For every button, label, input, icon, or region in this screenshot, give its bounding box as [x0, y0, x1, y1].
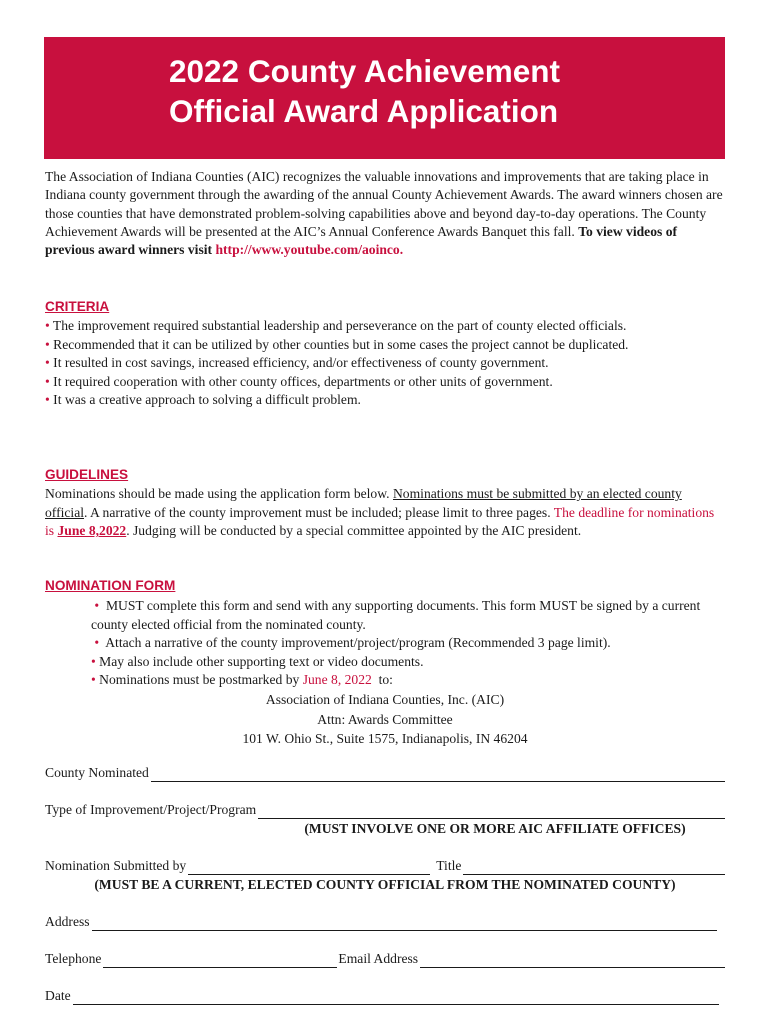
bullet-icon: •	[91, 635, 100, 651]
title-line-2: Official Award Application	[169, 93, 559, 129]
elected-official-note: (MUST BE A CURRENT, ELECTED COUNTY OFFICIAL FROM THE NOMINATED COUNTY)	[94, 877, 676, 892]
postmark-date: June 8, 2022	[302, 672, 372, 688]
list-item: • Attach a narrative of the county improvement/project/program (Recommended 3 page limit).	[91, 635, 611, 651]
date-label: Date	[45, 988, 71, 1003]
address-row	[45, 913, 717, 931]
deadline-text: The deadline for nominations is	[45, 504, 715, 539]
bullet-icon: •	[91, 672, 96, 688]
bullet-icon: •	[45, 373, 50, 389]
mailing-address	[45, 690, 725, 749]
address-line: Association of Indiana Counties, Inc. (AIC)	[265, 692, 505, 707]
guidelines-paragraph: Nominations should be made using the application form below. Nominations must be submitted by an elected county official. A narrative of the county improvement must be included; please limit to three pages. The deadline for nominations is June 8,2022. Judging will be conducted by a special committee appointed by the AIC president.	[45, 486, 715, 539]
bullet-icon: •	[91, 653, 96, 669]
county-nominated-field[interactable]	[151, 768, 725, 782]
contact-row	[45, 950, 725, 968]
type-of-improvement-row	[45, 801, 725, 819]
title-label: Title	[436, 858, 462, 873]
nomination-form-heading: NOMINATION FORM	[45, 578, 176, 593]
title-line-1: 2022 County Achievement	[169, 53, 560, 89]
guidelines-heading: GUIDELINES	[45, 467, 129, 482]
email-address-field[interactable]	[420, 954, 725, 968]
bullet-icon: •	[45, 355, 50, 371]
type-of-improvement-label: Type of Improvement/Project/Program	[45, 802, 257, 817]
email-address-label: Email Address	[338, 951, 419, 966]
page-title	[169, 51, 560, 131]
deadline-date: June 8,2022	[57, 523, 127, 539]
telephone-label: Telephone	[45, 951, 102, 966]
telephone-field[interactable]	[103, 954, 337, 968]
list-item: • It required cooperation with other county offices, departments or other units of government.	[45, 373, 553, 389]
list-item: • MUST complete this form and send with any supporting documents. This form MUST be signed by a current county elected official from the nominated county.	[91, 598, 701, 632]
youtube-link[interactable]: http://www.youtube.com/aoinco.	[215, 242, 404, 258]
submitted-by-field[interactable]	[188, 861, 430, 875]
affiliate-offices-note: (MUST INVOLVE ONE OR MORE AIC AFFILIATE OFFICES)	[304, 821, 686, 836]
list-item: • May also include other supporting text or video documents.	[91, 653, 424, 669]
criteria-heading: CRITERIA	[45, 299, 110, 314]
title-field[interactable]	[463, 861, 725, 875]
intro-paragraph	[45, 168, 725, 259]
bullet-icon: •	[91, 598, 100, 613]
list-item: • It was a creative approach to solving a difficult problem.	[45, 392, 361, 408]
title-banner	[44, 37, 725, 159]
date-row	[45, 987, 719, 1005]
address-label: Address	[45, 914, 90, 929]
address-line: 101 W. Ohio St., Suite 1575, Indianapolis, IN 46204	[242, 731, 528, 746]
address-field[interactable]	[92, 917, 717, 931]
elected-official-requirement: Nominations must be submitted by an elected county official	[45, 486, 682, 520]
date-field[interactable]	[73, 991, 719, 1005]
submitted-by-label: Nomination Submitted by	[45, 858, 187, 873]
list-item: • Recommended that it can be utilized by other counties but in some cases the project cannot be duplicated.	[45, 336, 629, 352]
bullet-icon: •	[45, 392, 50, 408]
nomination-instructions	[91, 597, 725, 690]
list-item: • Nominations must be postmarked by June 8, 2022 to:	[91, 672, 393, 688]
type-of-improvement-field[interactable]	[258, 805, 725, 819]
county-nominated-label: County Nominated	[45, 765, 149, 780]
list-item: • The improvement required substantial leadership and perseverance on the part of county elected officials.	[45, 318, 627, 333]
list-item: • It resulted in cost savings, increased efficiency, and/or effectiveness of county government.	[45, 355, 549, 371]
intro-text: The Association of Indiana Counties (AIC) recognizes the valuable innovations and improvements that are taking place in Indiana county government through the awarding of the annual County Achievement Awards. The award winners chosen are those counties that have demonstrated problem-solving capabilities above and beyond day-to-day operations. The County Achievement Awards will be presented at the AIC’s Annual Conference Awards Banquet this fall.	[45, 169, 723, 239]
submitted-by-row	[45, 857, 725, 875]
bullet-icon: •	[45, 336, 50, 352]
address-line: Attn: Awards Committee	[317, 711, 453, 727]
county-nominated-row	[45, 764, 725, 782]
bullet-icon: •	[45, 318, 50, 333]
criteria-list	[45, 317, 628, 410]
intro-video-prompt: To view videos of previous award winners visit	[45, 223, 678, 258]
